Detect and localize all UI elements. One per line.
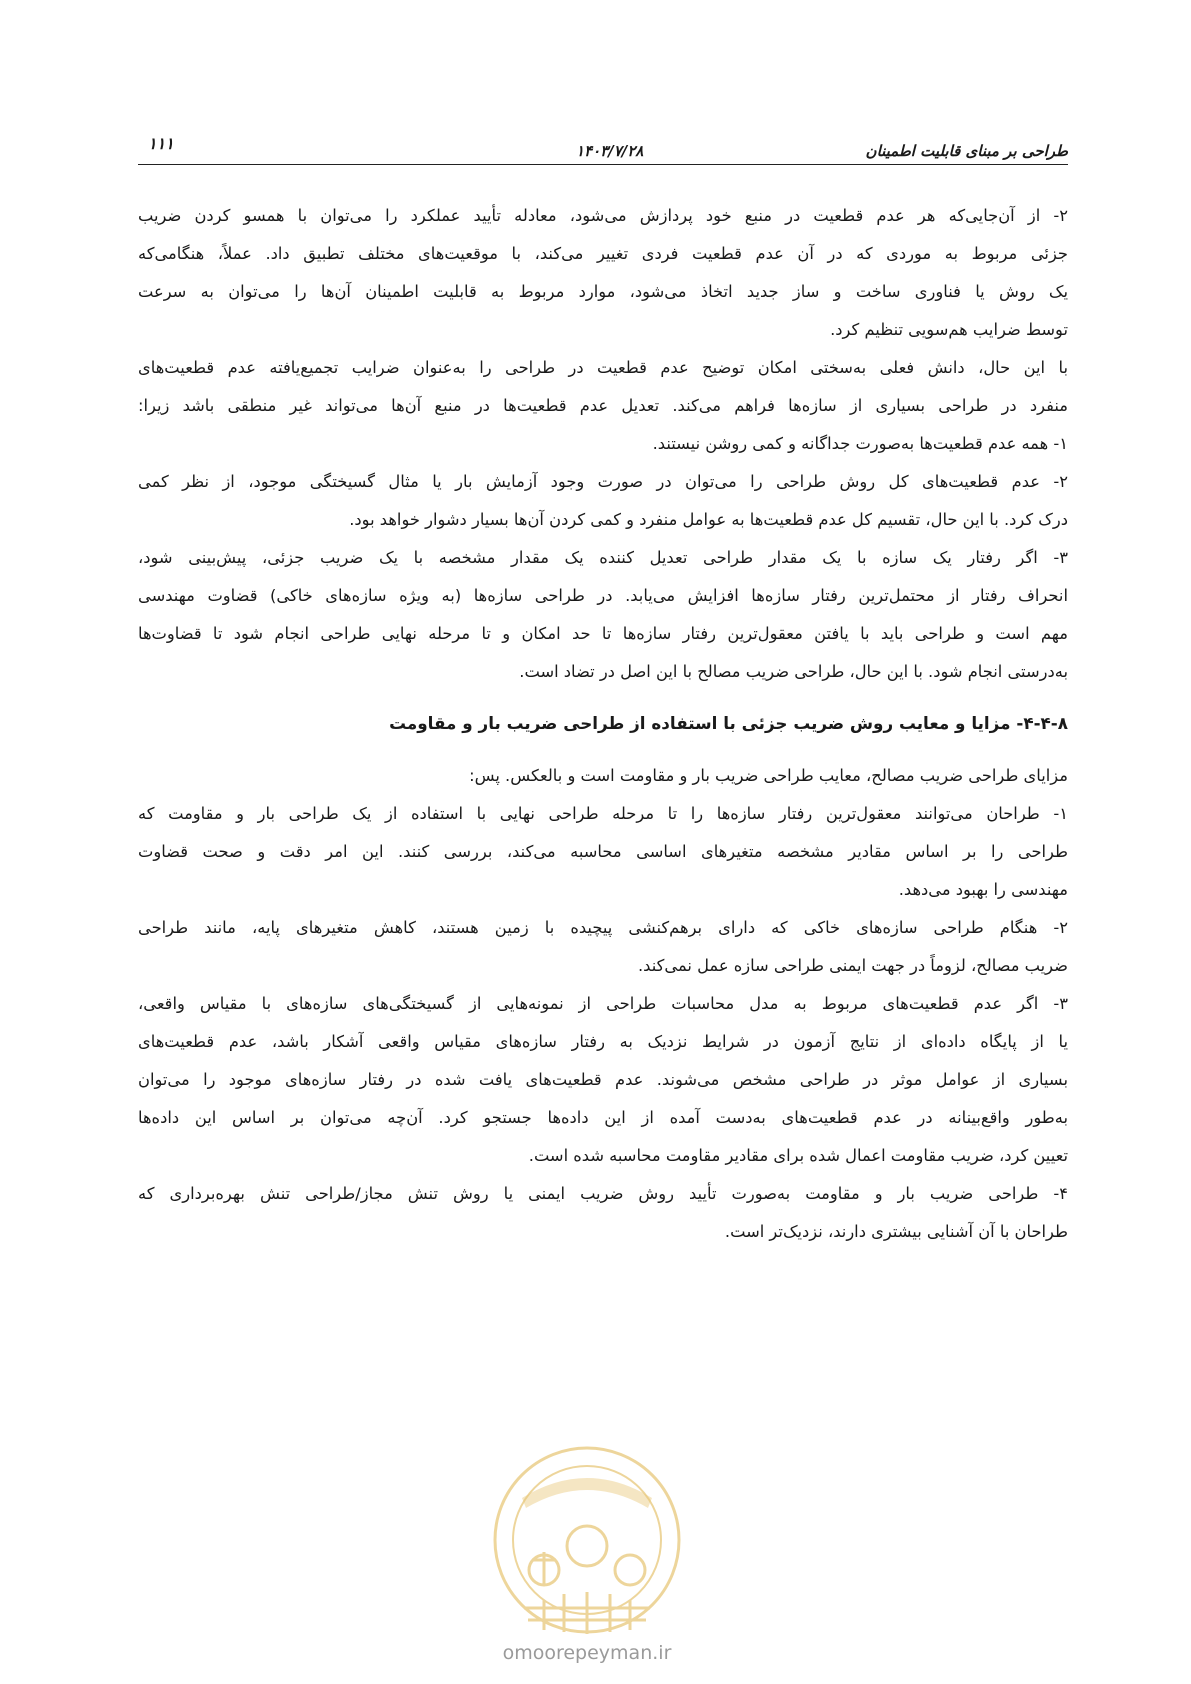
text-line: ۱- همه عدم قطعیت‌ها به‌صورت جداگانه و کمی روشن نیستند. — [652, 434, 1068, 453]
watermark-site: omoorepeyman.ir — [502, 1642, 672, 1664]
text-line: تعیین کرد، ضریب مقاومت اعمال شده برای مقادیر مقاومت محاسبه شده است. — [528, 1146, 1068, 1165]
text-line: درک کرد. با این حال، تقسیم کل عدم قطعیت‌ها به عوامل منفرد و کمی کردن آن‌ها بسیار دشوار خواهد بود. — [349, 510, 1068, 529]
text-line: طراحان با آن آشنایی بیشتری دارند، نزدیک‌تر است. — [724, 1222, 1068, 1241]
running-title: طراحی بر مبنای قابلیت اطمینان — [865, 142, 1068, 160]
text-line: به‌درستی انجام شود. با این حال، طراحی ضریب مصالح با این اصل در تضاد است. — [519, 662, 1068, 681]
text-line: ۲- از آن‌جایی‌که هر عدم قطعیت در منبع خود پردازش می‌شود، معادله تأیید عملکرد را می‌توان با همسو کردن ضریب — [138, 206, 1068, 225]
page-header — [138, 134, 1068, 170]
text-line: ۴- طراحی ضریب بار و مقاومت به‌صورت تأیید روش ضریب ایمنی یا روش تنش مجاز/طراحی تنش بهره‌برداری که — [138, 1184, 1068, 1203]
text-line: یک روش یا فناوری ساخت و ساز جدید اتخاذ می‌شود، موارد مربوط به قابلیت اطمینان آن‌ها را می‌توان به سرعت — [138, 282, 1068, 301]
text-line: یا از پایگاه داده‌ای از نتایج آزمون در شرایط نزدیک به رفتار سازه‌های مقیاس واقعی آشکار باشد، عدم قطعیت‌های — [138, 1032, 1068, 1051]
text-line: ۳- اگر رفتار یک سازه با یک مقدار طراحی تعدیل کننده یک مقدار مشخصه با یک ضریب جزئی، پیش‌بینی شود، — [138, 548, 1068, 567]
page-body — [138, 197, 1068, 1251]
text-line: ۲- هنگام طراحی سازه‌های خاکی که دارای برهم‌کنشی پیچیده با زمین هستند، کاهش متغیرهای پایه، مانند طراحی — [138, 918, 1068, 937]
text-line: مهم است و طراحی باید با یافتن معقول‌ترین رفتار سازه‌ها تا حد امکان و تا مرحله نهایی طراحی انجام شود تا قضاوت‌ها — [138, 624, 1068, 643]
text-line: بسیاری از عوامل موثر در طراحی مشخص می‌شوند. عدم قطعیت‌های یافت شده در رفتار سازه‌های موجود را می‌توان — [138, 1070, 1068, 1089]
text-line: به‌طور واقع‌بینانه در عدم قطعیت‌های به‌دست آمده از این داده‌ها جستجو کرد. آن‌چه می‌توان بر اساس این داده‌ها — [138, 1108, 1068, 1127]
text-line: ۳- اگر عدم قطعیت‌های مربوط به مدل محاسبات طراحی از نمونه‌هایی از گسیختگی‌های سازه‌های با مقیاس واقعی، — [138, 994, 1068, 1013]
watermark-logo-icon — [462, 1438, 712, 1643]
text-line: با این حال، دانش فعلی به‌سختی امکان توضیح عدم قطعیت در طراحی را به‌عنوان ضرایب تجمیع‌یافته عدم قطعیت‌های — [138, 358, 1068, 377]
text-line: طراحی را بر اساس مقادیر مشخصه متغیرهای اساسی محاسبه می‌کند، بررسی کنند. این امر دقت و صحت قضاوت — [138, 842, 1068, 861]
text-line: منفرد در طراحی بسیاری از سازه‌ها فراهم می‌کند. تعدیل عدم قطعیت‌ها در منبع آن‌ها می‌تواند غیر منطقی باشد زیرا: — [138, 396, 1068, 415]
text-line: مهندسی را بهبود می‌دهد. — [898, 880, 1068, 899]
watermark — [462, 1438, 712, 1668]
text-line: ۲- عدم قطعیت‌های کل روش طراحی را می‌توان در صورت وجود آزمایش بار یا مثال گسیختگی موجود، از نظر کمی — [138, 472, 1068, 491]
text-line: ضریب مصالح، لزوماً در جهت ایمنی طراحی سازه عمل نمی‌کند. — [638, 956, 1068, 975]
text-line: جزئی مربوط به موردی که در آن عدم قطعیت فردی تغییر می‌کند، با موقعیت‌های مختلف تطبیق داد. عملاً، هنگامی‌که — [138, 244, 1068, 263]
text-line: انحراف رفتار از محتمل‌ترین رفتار سازه‌ها افزایش می‌یابد. در طراحی سازه‌ها (به ویژه سازه‌های خاکی) قضاوت مهندسی — [138, 586, 1068, 605]
header-date: ۱۴۰۳/۷/۲۸ — [576, 142, 644, 160]
section-heading: ۴-۴-۸- مزایا و معایب روش ضریب جزئی با استفاده از طراحی ضریب بار و مقاومت — [389, 713, 1068, 733]
text-line: توسط ضرایب هم‌سویی تنظیم کرد. — [830, 320, 1068, 339]
header-rule — [138, 164, 1068, 165]
text-line: مزایای طراحی ضریب مصالح، معایب طراحی ضریب بار و مقاومت است و بالعکس. پس: — [469, 766, 1068, 785]
page-number: ۱۱۱ — [148, 134, 174, 153]
text-line: ۱- طراحان می‌توانند معقول‌ترین رفتار سازه‌ها را تا مرحله طراحی نهایی با استفاده از یک طراحی بار و مقاومت که — [138, 804, 1068, 823]
